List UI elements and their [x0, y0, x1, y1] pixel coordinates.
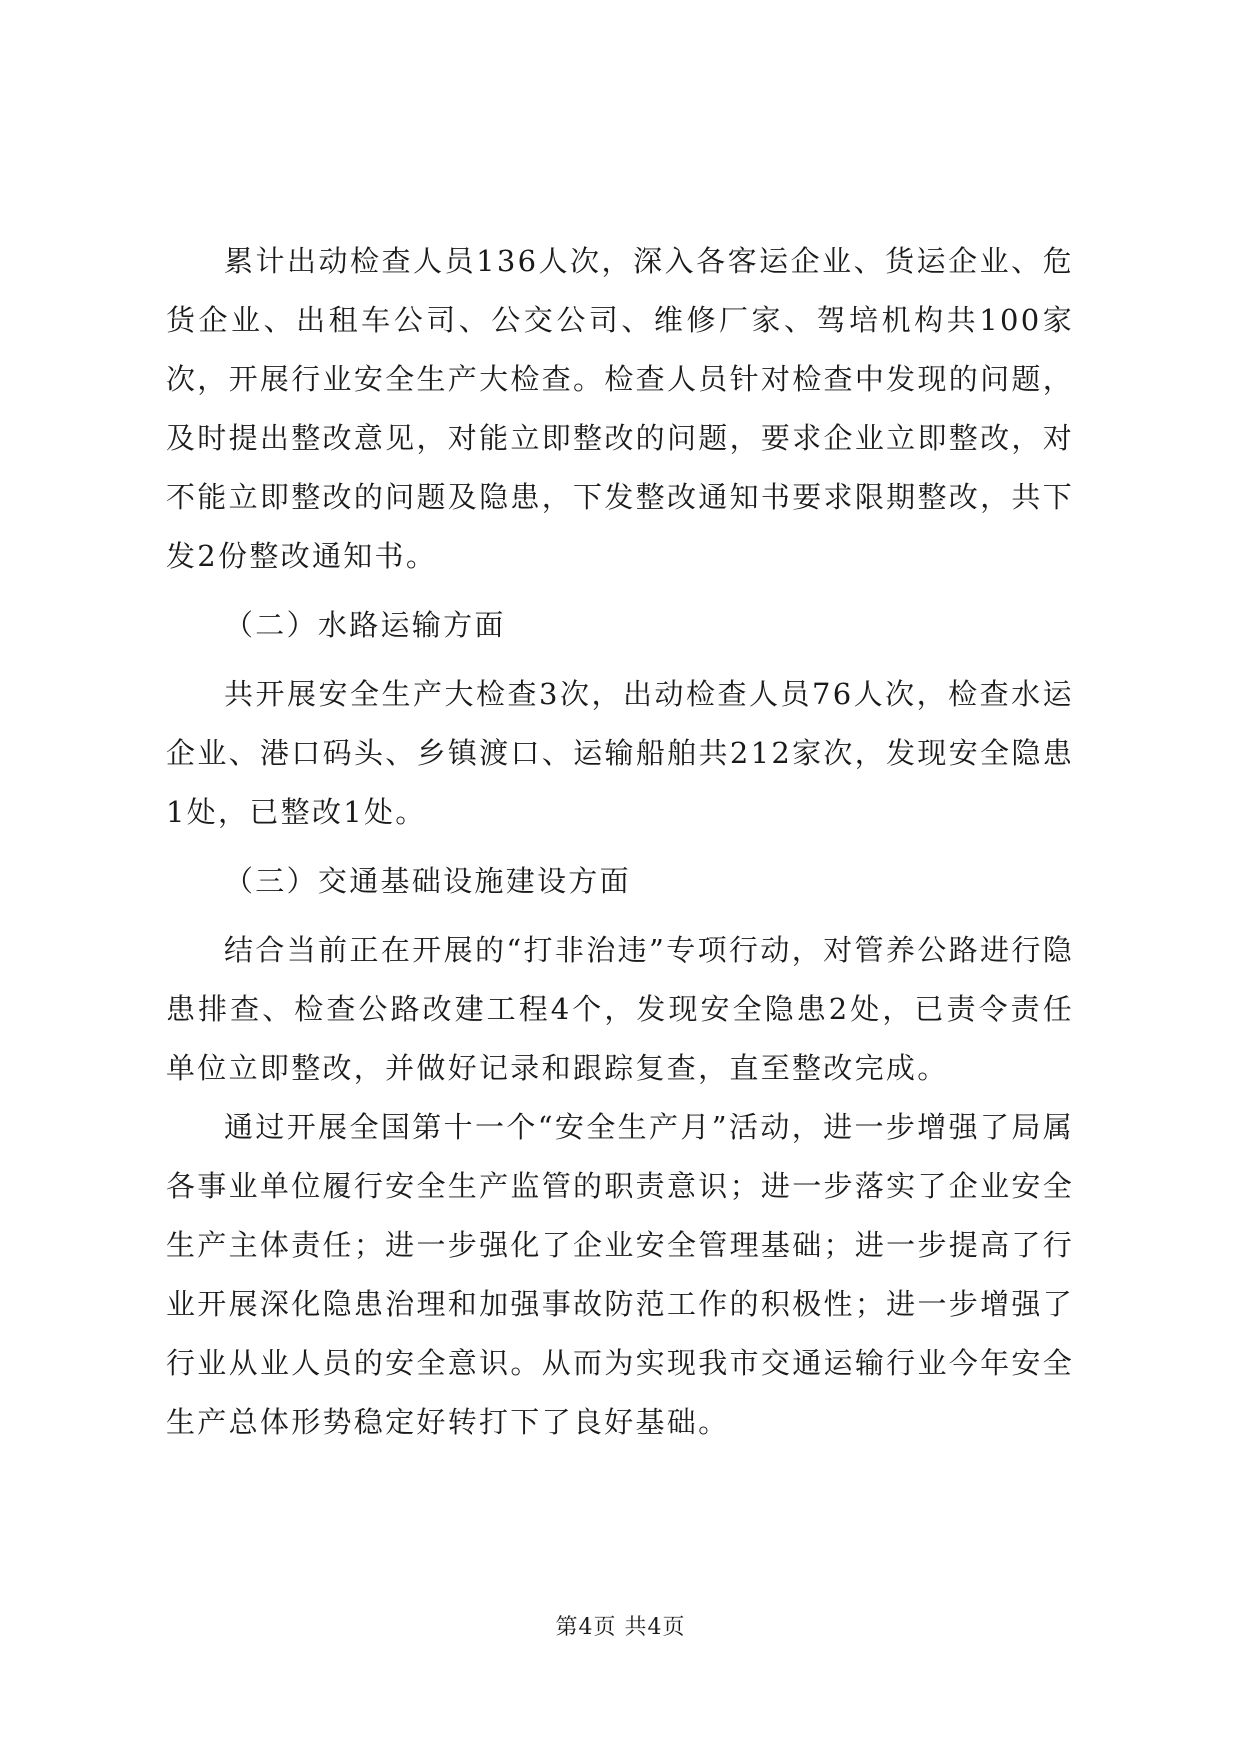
paragraph-road-inspection: 累计出动检查人员136人次，深入各客运企业、货运企业、危货企业、出租车公司、公交公司、维修厂家、驾培机构共100家次，开展行业安全生产大检查。检查人员针对检查中发现的问题，及时提出整改意见，对能立即整改的问题，要求企业立即整改，对不能立即整改的问题及隐患，下发整改通知书要求限期整改，共下发2份整改通知书。	[166, 244, 1074, 573]
paragraph-waterway-inspection: 共开展安全生产大检查3次，出动检查人员76人次，检查水运企业、港口码头、乡镇渡口、运输船舶共212家次，发现安全隐患1处，已整改1处。	[166, 677, 1074, 829]
document-body	[166, 232, 1074, 1452]
section-heading-waterway: （二）水路运输方面	[224, 608, 506, 642]
page-number-footer: 第4页 共4页	[555, 1615, 686, 1640]
section-heading-infrastructure: （三）交通基础设施建设方面	[224, 864, 631, 898]
paragraph-infrastructure-inspection: 结合当前正在开展的“打非治违”专项行动，对管养公路进行隐患排查、检查公路改建工程4个，发现安全隐患2处，已责令责任单位立即整改，并做好记录和跟踪复查，直至整改完成。	[166, 933, 1074, 1085]
paragraph-summary: 通过开展全国第十一个“安全生产月”活动，进一步增强了局属各事业单位履行安全生产监管的职责意识；进一步落实了企业安全生产主体责任；进一步强化了企业安全管理基础；进一步提高了行业开展深化隐患治理和加强事故防范工作的积极性；进一步增强了行业从业人员的安全意识。从而为实现我市交通运输行业今年安全生产总体形势稳定好转打下了良好基础。	[166, 1110, 1074, 1439]
